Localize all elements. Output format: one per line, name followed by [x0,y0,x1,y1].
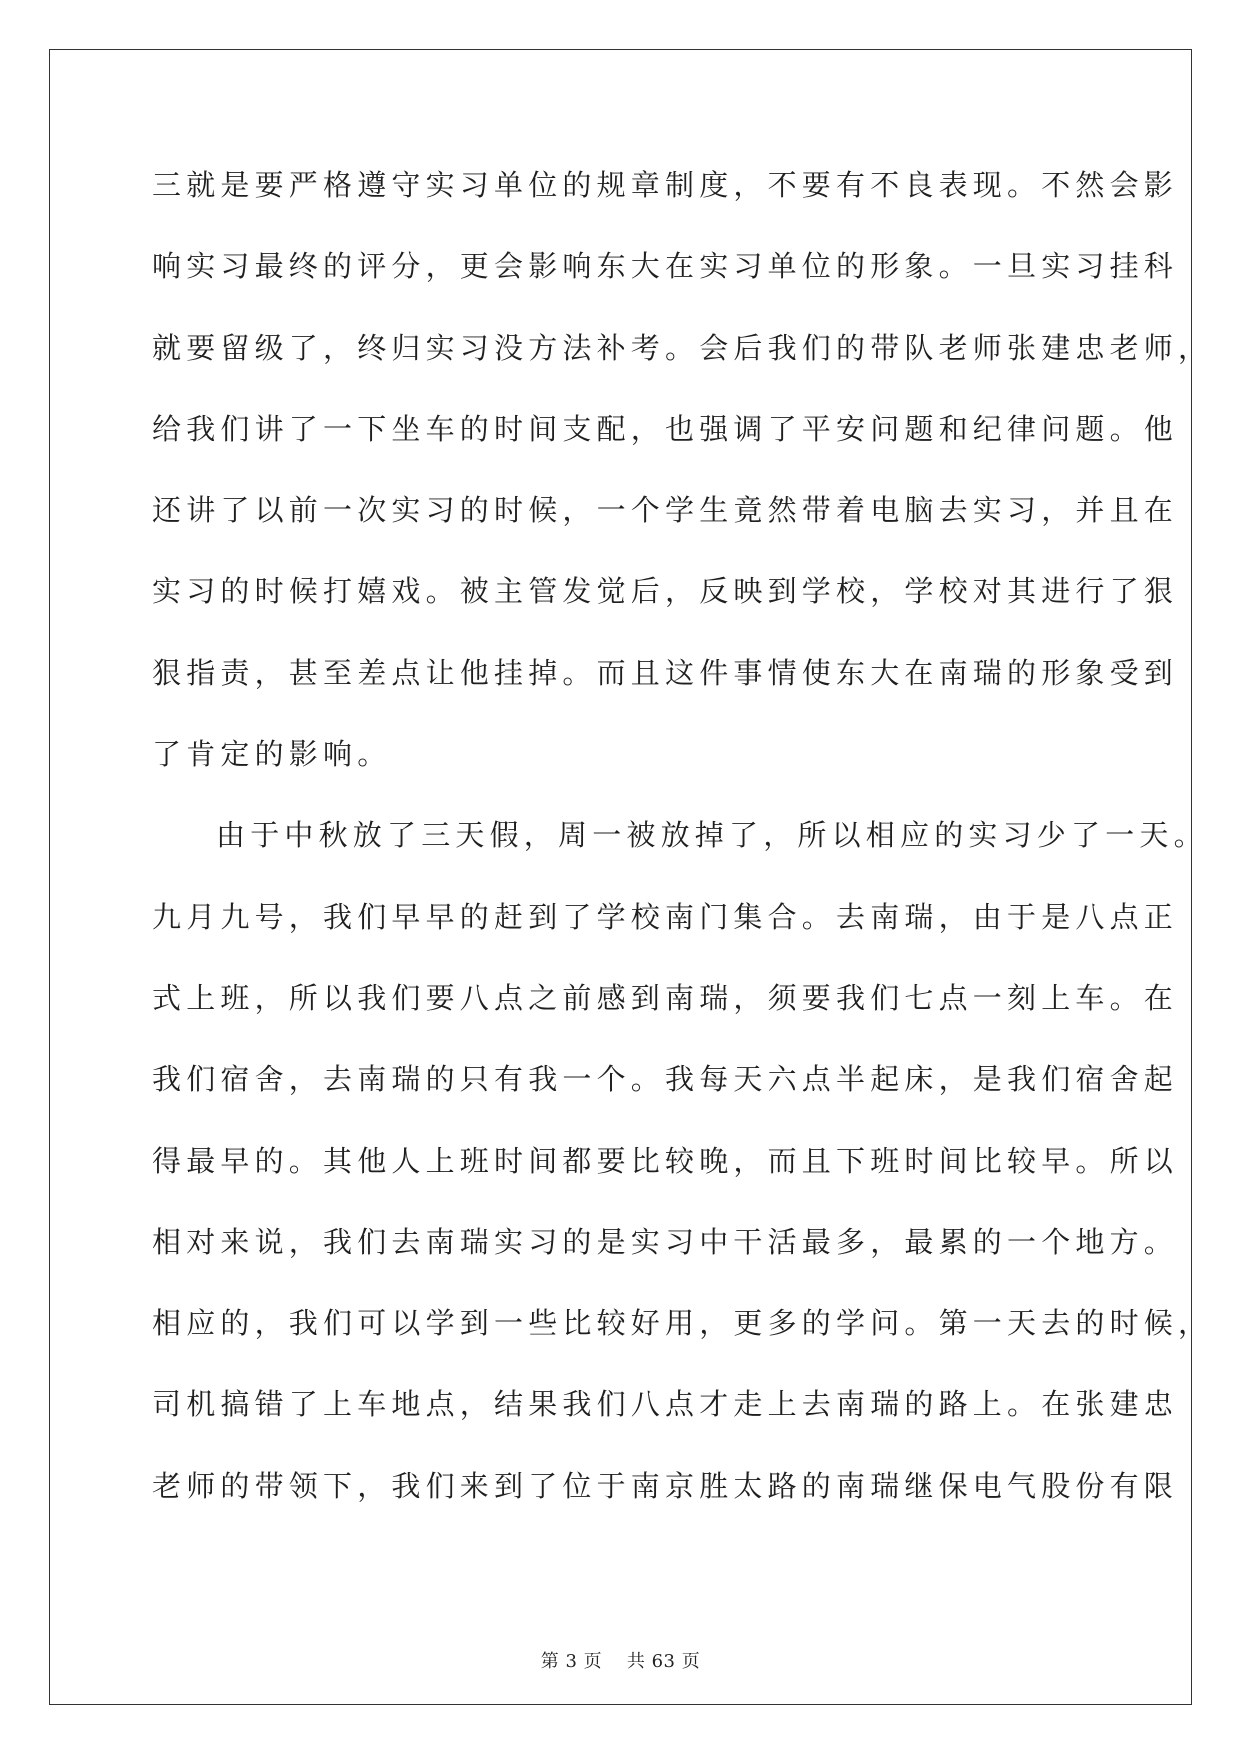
text-line: 老师的带领下，我们来到了位于南京胜太路的南瑞继保电气股份有限 [152,1468,1179,1503]
text-line: 了肯定的影响。 [152,737,392,772]
paragraph-start-line: 由于中秋放了三天假，周一被放掉了，所以相应的实习少了一天。 [216,818,1208,853]
text-line: 给我们讲了一下坐车的时间支配，也强调了平安问题和纪律问题。他 [152,411,1179,446]
text-line: 式上班，所以我们要八点之前感到南瑞，须要我们七点一刻上车。在 [152,980,1179,1015]
page-number: 第 3 页 共 63 页 [540,1651,701,1672]
document-body [152,155,1213,1537]
text-line: 九月九号，我们早早的赶到了学校南门集合。去南瑞，由于是八点正 [152,899,1179,934]
text-line: 三就是要严格遵守实习单位的规章制度，不要有不良表现。不然会影 [152,168,1179,202]
text-line: 响实习最终的评分，更会影响东大在实习单位的形象。一旦实习挂科 [152,249,1179,284]
text-line: 司机搞错了上车地点，结果我们八点才走上去南瑞的路上。在张建忠 [152,1387,1179,1422]
text-line: 狠指责，甚至差点让他挂掉。而且这件事情使东大在南瑞的形象受到 [152,655,1179,690]
text-line: 就要留级了，终归实习没方法补考。会后我们的带队老师张建忠老师， [152,330,1213,365]
text-line: 我们宿舍，去南瑞的只有我一个。我每天六点半起床，是我们宿舍起 [152,1062,1179,1097]
text-line: 相应的，我们可以学到一些比较好用，更多的学问。第一天去的时候， [152,1306,1213,1341]
text-line: 还讲了以前一次实习的时候，一个学生竟然带着电脑去实习，并且在 [152,493,1179,528]
text-line: 相对来说，我们去南瑞实习的是实习中干活最多，最累的一个地方。 [152,1224,1179,1259]
text-line: 得最早的。其他人上班时间都要比较晚，而且下班时间比较早。所以 [152,1143,1179,1178]
text-line: 实习的时候打嬉戏。被主管发觉后，反映到学校，学校对其进行了狠 [152,574,1179,609]
page-footer [0,1647,1241,1673]
